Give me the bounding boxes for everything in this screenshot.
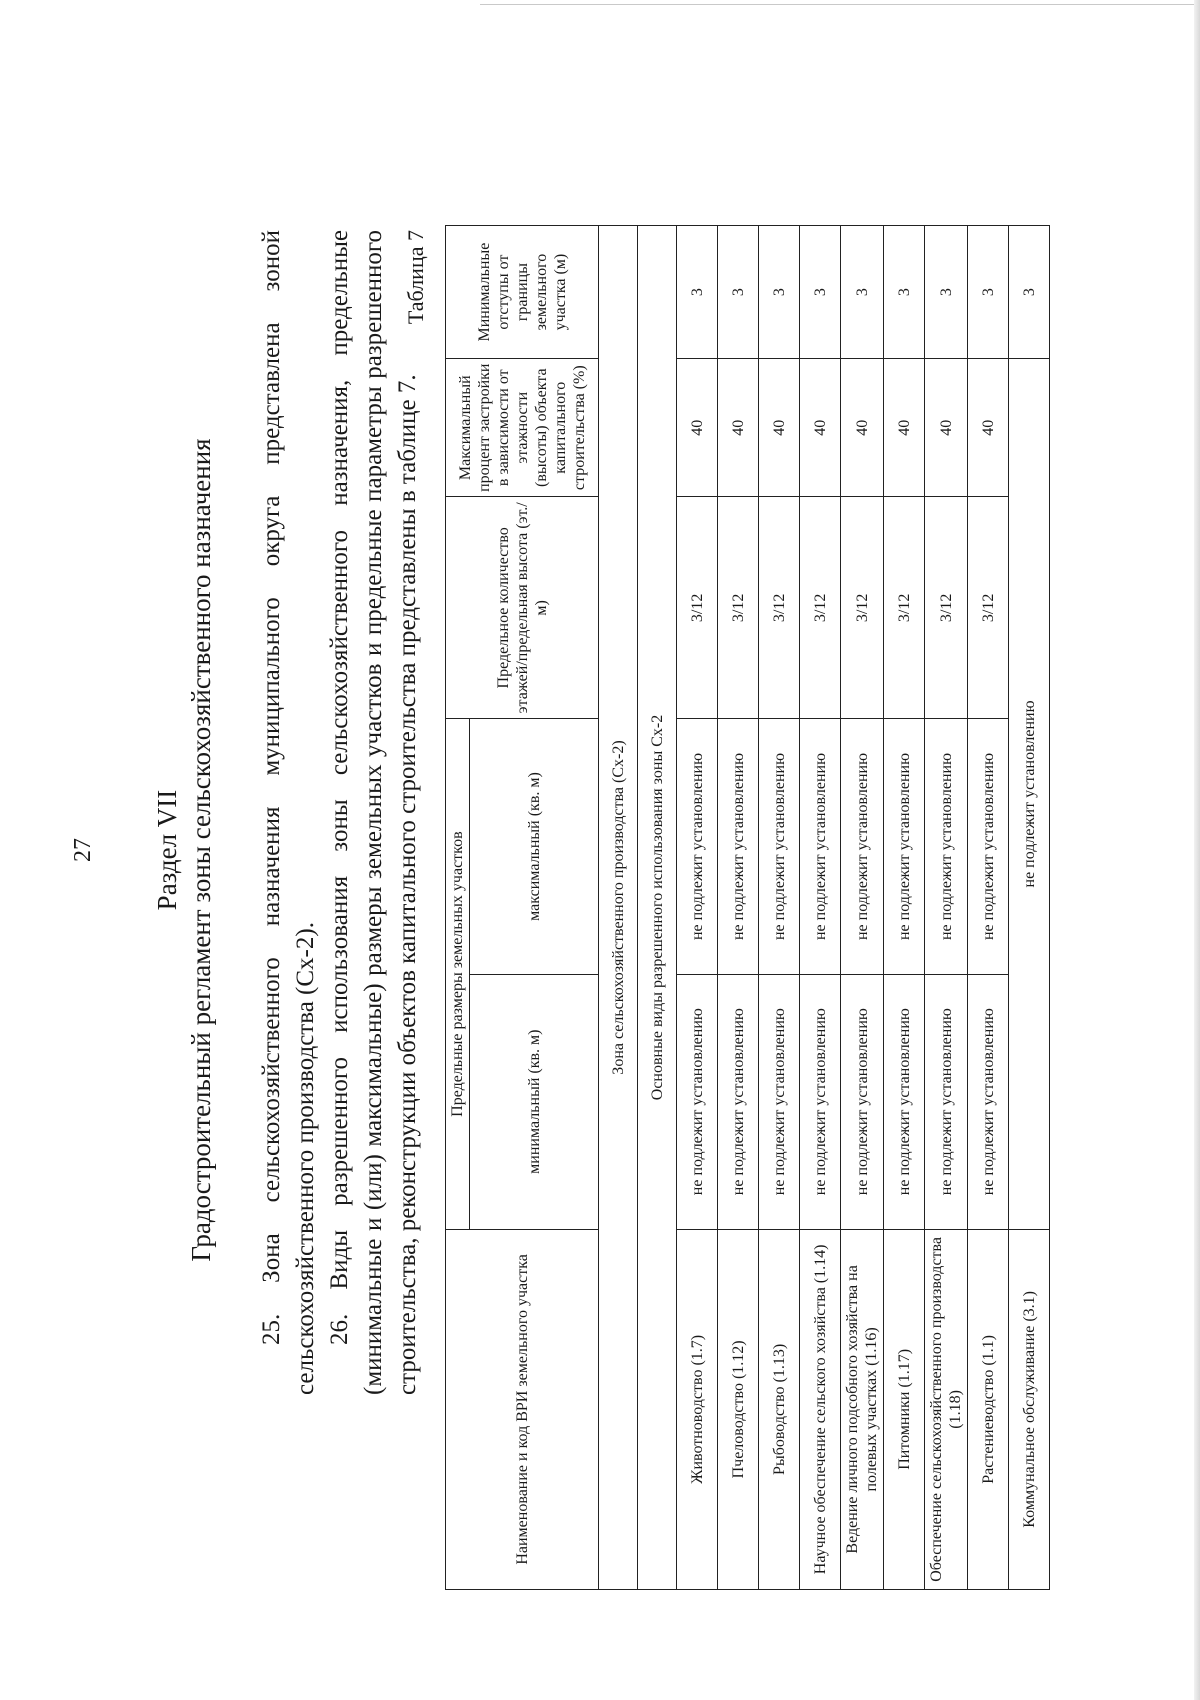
cell-min: не подлежит установлению <box>968 974 1009 1229</box>
cell-indent: 3 <box>1009 226 1050 359</box>
cell-floors: 3/12 <box>925 497 968 719</box>
cell-name: Питомники (1.17) <box>884 1229 925 1589</box>
cell-max: не подлежит установлению <box>718 719 759 974</box>
cell-max: не подлежит установлению <box>884 719 925 974</box>
cell-min: не подлежит установлению <box>677 974 718 1229</box>
cell-name: Рыбоводство (1.13) <box>759 1229 800 1589</box>
zone-row-label: Зона сельскохозяйственного производства (Сх-2) <box>599 226 638 1590</box>
cell-name: Животноводство (1.7) <box>677 1229 718 1589</box>
cell-floors: 3/12 <box>800 497 841 719</box>
cell-floors: 3/12 <box>759 497 800 719</box>
zone-row <box>599 226 638 1590</box>
cell-max: не подлежит установлению <box>677 719 718 974</box>
table-row <box>841 226 884 1590</box>
cell-max: не подлежит установлению <box>800 719 841 974</box>
cell-floors: 3/12 <box>841 497 884 719</box>
table-row <box>968 226 1009 1590</box>
table-row <box>925 226 968 1590</box>
header-name: Наименование и код ВРИ земельного участка <box>446 1229 599 1589</box>
cell-max: не подлежит установлению <box>968 719 1009 974</box>
cell-percent: 40 <box>841 359 884 497</box>
cell-name: Пчеловодство (1.12) <box>718 1229 759 1589</box>
header-floors: Предельное количество этажей/предельная высота (эт./м) <box>446 497 599 719</box>
header-min: минимальный (кв. м) <box>470 974 599 1229</box>
paragraph-26 <box>323 230 425 1395</box>
cell-floors: 3/12 <box>718 497 759 719</box>
header-percent: Максимальный процент застройки в зависимости от этажности (высоты) объекта капитального строительства (%) <box>446 359 599 497</box>
cell-floors: 3/12 <box>884 497 925 719</box>
subsection-row-label: Основные виды разрешенного использования зоны Сх-2 <box>638 226 677 1590</box>
subsection-row <box>638 226 677 1590</box>
cell-percent: 40 <box>759 359 800 497</box>
cell-percent: 40 <box>800 359 841 497</box>
paragraph-25 <box>255 230 323 1395</box>
cell-floors: 3/12 <box>968 497 1009 719</box>
header-size-group: Предельные размеры земельных участков <box>446 719 470 1229</box>
paragraph-25-text: 25. Зона сельскохозяйственного назначения муниципального округа представлена зоной сельскохозяйственного производства (Сх-2). <box>258 230 319 1395</box>
section-heading <box>150 0 218 1700</box>
table-row <box>718 226 759 1590</box>
cell-min: не подлежит установлению <box>759 974 800 1229</box>
cell-merged: не подлежит установлению <box>1009 359 1050 1230</box>
section-title: Раздел VII <box>152 789 182 911</box>
cell-indent: 3 <box>677 226 718 359</box>
cell-indent: 3 <box>968 226 1009 359</box>
cell-max: не подлежит установлению <box>925 719 968 974</box>
cell-name: Коммунальное обслуживание (3.1) <box>1009 1229 1050 1589</box>
cell-indent: 3 <box>759 226 800 359</box>
section-subtitle: Градостроительный регламент зоны сельскохозяйственного назначения <box>186 438 216 1262</box>
cell-name: Обеспечение сельскохозяйственного производства (1.18) <box>925 1229 968 1589</box>
cell-indent: 3 <box>841 226 884 359</box>
page-number: 27 <box>70 838 96 862</box>
cell-name: Растениеводство (1.1) <box>968 1229 1009 1589</box>
cell-percent: 40 <box>925 359 968 497</box>
cell-name: Научное обеспечение сельского хозяйства (1.14) <box>800 1229 841 1589</box>
header-max: максимальный (кв. м) <box>470 719 599 974</box>
cell-percent: 40 <box>884 359 925 497</box>
cell-indent: 3 <box>718 226 759 359</box>
cell-min: не подлежит установлению <box>841 974 884 1229</box>
paragraph-26-text: 26. Виды разрешенного использования зоны сельскохозяйственного назначения, предельные (минимальные и (или) максимальные) размеры земельных участков и предельные параметры разрешенного строительства, реконструкции объектов капитального строительства представлены в таблице 7. <box>326 230 421 1395</box>
cell-name: Ведение личного подсобного хозяйства на полевых участках (1.16) <box>841 1229 884 1589</box>
cell-percent: 40 <box>968 359 1009 497</box>
cell-floors: 3/12 <box>677 497 718 719</box>
table-caption: Таблица 7 <box>403 230 428 325</box>
regulation-table <box>445 225 1050 1590</box>
cell-min: не подлежит установлению <box>925 974 968 1229</box>
cell-max: не подлежит установлению <box>759 719 800 974</box>
cell-min: не подлежит установлению <box>718 974 759 1229</box>
cell-min: не подлежит установлению <box>884 974 925 1229</box>
table-row <box>884 226 925 1590</box>
cell-min: не подлежит установлению <box>800 974 841 1229</box>
header-indent: Минимальные отступы от границы земельного участка (м) <box>446 226 599 359</box>
table-row <box>1009 226 1050 1590</box>
cell-percent: 40 <box>718 359 759 497</box>
table-row <box>759 226 800 1590</box>
cell-indent: 3 <box>884 226 925 359</box>
table-row <box>800 226 841 1590</box>
cell-indent: 3 <box>800 226 841 359</box>
cell-percent: 40 <box>677 359 718 497</box>
cell-max: не подлежит установлению <box>841 719 884 974</box>
table-row <box>677 226 718 1590</box>
cell-indent: 3 <box>925 226 968 359</box>
